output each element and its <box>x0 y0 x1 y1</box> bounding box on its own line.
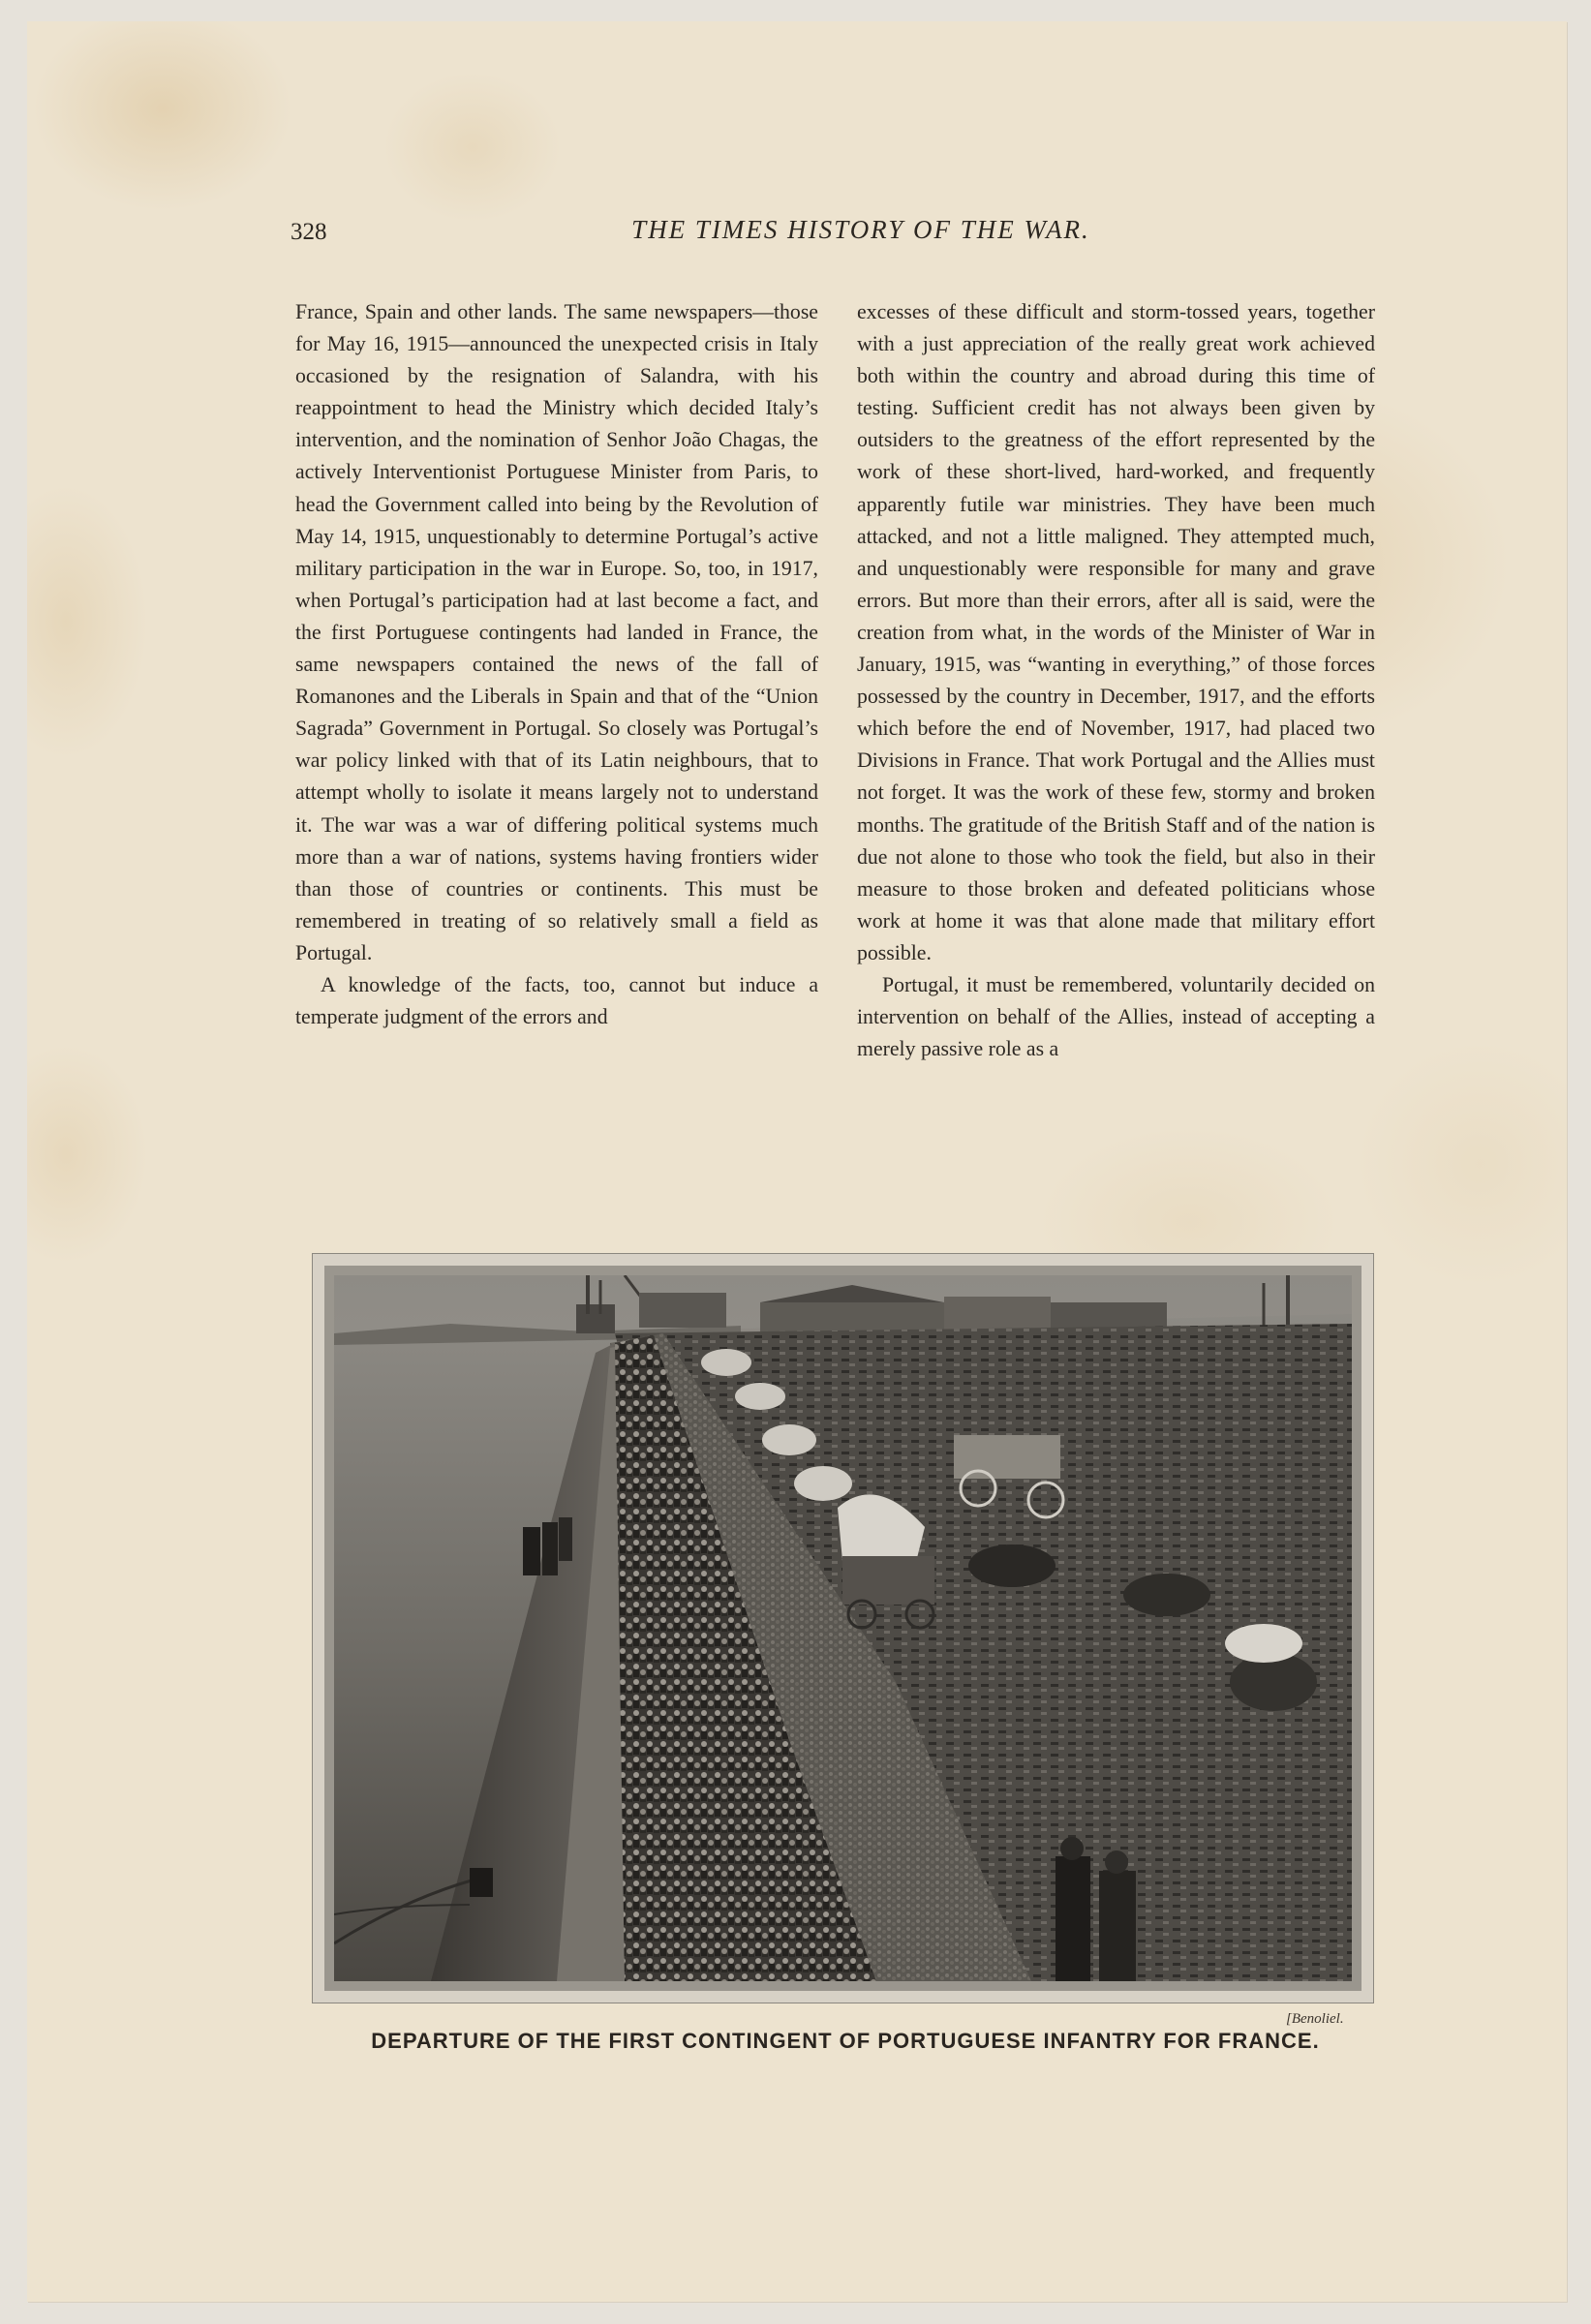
photograph <box>334 1275 1352 1981</box>
page-number: 328 <box>291 219 327 245</box>
paragraph: excesses of these difficult and storm-tossed years, together with a just appreciation of the really great work achieved both within the country and abroad during this time of testing. Sufficient credit has not always been given by outsiders to the greatness of the effort represented by the work of these short-lived, hard-worked, and frequently apparently futile war ministries. They have been much attacked, and not a little maligned. They attempted much, and unquestionably were responsible for many and grave errors. But more than their errors, after all is said, were the creation from what, in the words of the Minister of War in January, 1915, was “wanting in everything,” of those forces possessed by the country in December, 1917, and the efforts which before the end of November, 1917, had placed two Divisions in France. That work Portugal and the Allies must not forget. It was the work of these few, stormy and broken months. The gratitude of the British Staff and of the nation is due not alone to those who took the field, but also in their measure to those broken and defeated politicians whose work at home it was that alone made that military effort possible. <box>857 300 1375 964</box>
paragraph: Portugal, it must be remembered, voluntarily decided on intervention on behalf of the Allies, instead of accepting a merely passive role as a <box>857 972 1375 1061</box>
book-page <box>27 21 1567 2302</box>
paragraph: A knowledge of the facts, too, cannot but induce a temperate judgment of the errors and <box>295 972 818 1029</box>
troops-departure-photo <box>334 1275 1352 1981</box>
figure-caption: DEPARTURE OF THE FIRST CONTINGENT OF PORTUGUESE INFANTRY FOR FRANCE. <box>371 2029 1320 2053</box>
text-column-right <box>857 296 1375 1065</box>
paragraph: France, Spain and other lands. The same newspapers—those for May 16, 1915—announced the unexpected crisis in Italy occasioned by the resignation of Salandra, with his reappointment to head the Ministry which decided Italy’s intervention, and the nomination of Senhor João Chagas, the actively Interventionist Portuguese Minister from Paris, to head the Government called into being by the Revolution of May 14, 1915, unquestionably to determine Portugal’s active military participation in the war in Europe. So, too, in 1917, when Portugal’s participation had at last become a fact, and the first Portuguese contingents had landed in France, the same newspapers contained the news of the fall of Romanones and the Liberals in Spain and that of the “Union Sagrada” Government in Portugal. So closely was Portugal’s war policy linked with that of its Latin neighbours, that to attempt wholly to isolate it means largely not to understand it. The war was a war of differing political systems much more than a war of nations, systems having frontiers wider than those of countries or continents. This must be remembered in treating of so relatively small a field as Portugal. <box>295 300 818 964</box>
text-column-left <box>295 296 818 1033</box>
running-title: THE TIMES HISTORY OF THE WAR. <box>631 215 1090 244</box>
running-head <box>291 215 1392 254</box>
photo-credit: [Benoliel. <box>1286 2011 1344 2027</box>
photograph-frame <box>312 1253 1374 2003</box>
